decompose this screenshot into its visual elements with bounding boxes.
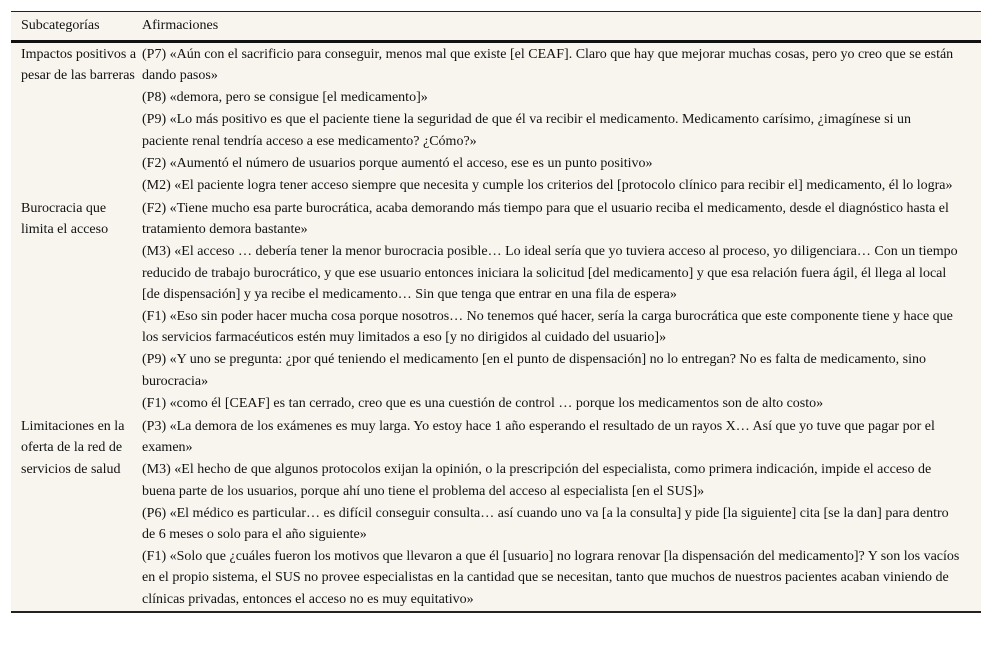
statement: (F1) «Solo que ¿cuáles fueron los motivos que llevaron a que él [usuario] no lograra renovar [la dispensación del medicamento]? Y son los vacíos en el propio sistema, el SUS no provee especialistas en la cantidad que se necesitan, tanto que muchos de nuestros pacientes acaban viniendo de clínicas privadas, entonces el acceso no es muy equitativo» — [142, 549, 960, 607]
table-row — [11, 197, 981, 415]
statement: (M2) «El paciente logra tener acceso siempre que necesita y cumple los criterios del [protocolo clínico para recibir el] medicamento, él lo logra» — [142, 177, 953, 193]
subcategory-cell: Limitaciones en la oferta de la red de servicios de salud — [21, 418, 125, 477]
statement: (M3) «El acceso … debería tener la menor burocracia posible… Lo ideal sería que yo tuviera acceso al proceso, yo diligenciara… Con un tiempo reducido de trabajo burocrático, y que ese usuario entonces iniciara la solicitud [del medicamento] y que esa relación fuera ágil, él llega al local [de dispensación] y ya recibe el medicamento… Sin que tenga que entrar en una fila de espera» — [142, 244, 958, 303]
header-statements: Afirmaciones — [142, 18, 219, 33]
statement: (P6) «El médico es particular… es difícil conseguir consulta… así cuando uno va [a la consulta] y pide [la siguiente] cita [se la dan] para dentro de 6 meses o solo para el año siguiente» — [142, 505, 949, 543]
subcategory-cell: Impactos positivos a pesar de las barreras — [21, 47, 137, 84]
statement: (F2) «Aumentó el número de usuarios porque aumentó el acceso, ese es un punto positivo» — [142, 155, 653, 171]
table-row — [11, 43, 981, 197]
statements-cell — [142, 198, 981, 415]
statement: (P9) «Lo más positivo es que el paciente tiene la seguridad de que él va recibir el medicamento. Medicamento carísimo, ¿imagínese si un paciente renal tendría acceso a ese medicamento? ¿Cómo?» — [142, 112, 911, 149]
table-row — [11, 415, 981, 611]
statements-table — [11, 11, 981, 613]
statements-cell — [142, 44, 981, 197]
table-body — [11, 43, 981, 611]
statement: (P8) «demora, pero se consigue [el medicamento]» — [142, 90, 428, 106]
statements-cell — [142, 416, 981, 611]
statement: (F2) «Tiene mucho esa parte burocrática, acaba demorando más tiempo para que el usuario reciba el medicamento, desde el diagnóstico hasta el tratamiento demora bastante» — [142, 200, 949, 238]
header-subcategories: Subcategorías — [21, 18, 100, 33]
statement: (P3) «La demora de los exámenes es muy larga. Yo estoy hace 1 año esperando el resultado de un rayos X… Así que yo tuve que pagar por el examen» — [142, 418, 935, 456]
statement: (M3) «El hecho de que algunos protocolos exijan la opinión, o la prescripción del especialista, como primera indicación, impide el acceso de buena parte de los usuarios, porque ahí uno tiene el problema del acceso al especialista [en el SUS]» — [142, 462, 932, 499]
statement: (F1) «como él [CEAF] es tan cerrado, creo que es una cuestión de control … porque los medicamentos son de alto costo» — [142, 395, 824, 411]
table-header — [11, 12, 981, 43]
statement: (F1) «Eso sin poder hacer mucha cosa porque nosotros… No tenemos qué hacer, sería la carga burocrática que este componente tiene y hace que los servicios farmacéuticos estén muy limitados a eso [y no dirigidos al cuidado del usuario]» — [142, 309, 953, 346]
statement: (P9) «Y uno se pregunta: ¿por qué teniendo el medicamento [en el punto de dispensación] no lo entregan? No es falta de medicamento, sino burocracia» — [142, 352, 927, 389]
subcategory-cell: Burocracia que limita el acceso — [21, 200, 109, 238]
statement: (P7) «Aún con el sacrificio para conseguir, menos mal que existe [el CEAF]. Claro que hay que mejorar muchas cosas, pero yo creo que se están dando pasos» — [142, 47, 954, 84]
